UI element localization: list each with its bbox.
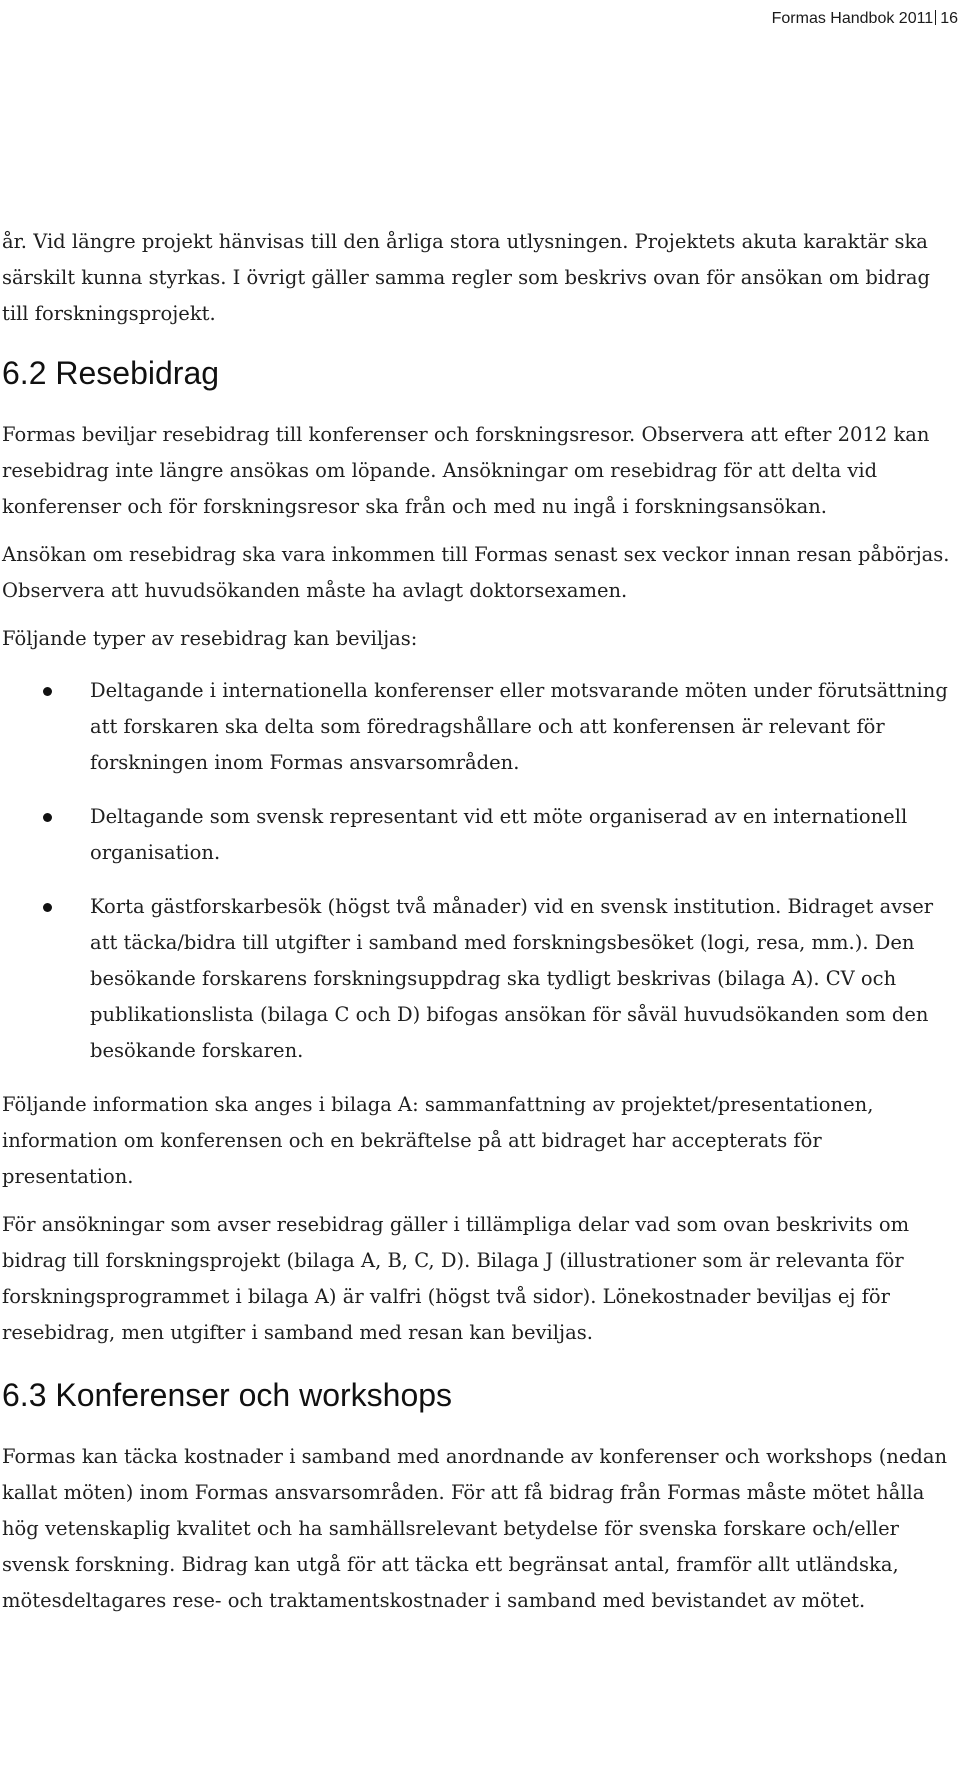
list-item-text: Deltagande som svensk representant vid ett möte organiserad av en internationell organisation. (90, 805, 908, 864)
bullet-icon (43, 687, 52, 696)
list-item (2, 673, 954, 781)
paragraph: För ansökningar som avser resebidrag gäller i tillämpliga delar vad som ovan beskrivits om bidrag till forskningsprojekt (bilaga A, B, C, D). Bilaga J (illustrationer som är relevanta för forskningsprogrammet i bilaga A) är valfri (högst två sidor). Lönekostnader beviljas ej för resebidrag, men utgifter i samband med resan kan beviljas. (2, 1213, 910, 1344)
page-number: 16 (940, 10, 958, 27)
list-item-text: Korta gästforskarbesök (högst två månader) vid en svensk institution. Bidraget avser att täcka/bidra till utgifter i samband med forskningsbesöket (logi, resa, mm.). Den besökande forskarens forskningsuppdrag ska tydligt beskrivas (bilaga A). CV och publikationslista (bilaga C och D) bifogas ansökan för såväl huvudsökanden som den besökande forskaren. (90, 895, 934, 1062)
paragraph: Formas kan täcka kostnader i samband med anordnande av konferenser och workshops (nedan kallat möten) inom Formas ansvarsområden. För att få bidrag från Formas måste mötet hålla hög vetenskaplig kvalitet och ha samhällsrelevant betydelse för svenska forskare och/eller svensk forskning. Bidrag kan utgå för att täcka ett begränsat antal, framför allt utländska, mötesdeltagares rese- och traktamentskostnader i samband med bevistandet av mötet. (2, 1445, 948, 1612)
page-header (772, 10, 958, 28)
paragraph: Formas beviljar resebidrag till konferenser och forskningsresor. Observera att efter 2012 kan resebidrag inte längre ansökas om löpande. Ansökningar om resebidrag för att delta vid konferenser och för forskningsresor ska från och med nu ingå i forskningsansökan. (2, 423, 930, 518)
document-body (2, 224, 954, 1631)
intro-paragraph: år. Vid längre projekt hänvisas till den årliga stora utlysningen. Projektets akuta karaktär ska särskilt kunna styrkas. I övrigt gäller samma regler som beskrivs ovan för ansökan om bidrag till forskningsprojekt. (2, 230, 930, 325)
header-separator (935, 10, 936, 25)
document-title: Formas Handbok 2011 (771, 10, 934, 27)
section-heading-6-3: 6.3 Konferenser och workshops (2, 1377, 453, 1413)
section-heading-6-2: 6.2 Resebidrag (2, 355, 220, 391)
list-item-text: Deltagande i internationella konferenser eller motsvarande möten under förutsättning att forskaren ska delta som föredragshållare och att konferensen är relevant för forskningen inom Formas ansvarsområden. (90, 679, 948, 774)
bullet-icon (43, 903, 52, 912)
list-intro: Följande typer av resebidrag kan beviljas: (2, 627, 418, 650)
list-item (2, 799, 954, 871)
paragraph: Följande information ska anges i bilaga A: sammanfattning av projektet/presentationen, information om konferensen och en bekräftelse på att bidraget har accepterats för presentation. (2, 1093, 874, 1188)
list-item (2, 889, 954, 1069)
bullet-list (2, 673, 954, 1069)
bullet-icon (43, 813, 52, 822)
paragraph: Ansökan om resebidrag ska vara inkommen till Formas senast sex veckor innan resan påbörjas. Observera att huvudsökanden måste ha avlagt doktorsexamen. (2, 543, 950, 602)
